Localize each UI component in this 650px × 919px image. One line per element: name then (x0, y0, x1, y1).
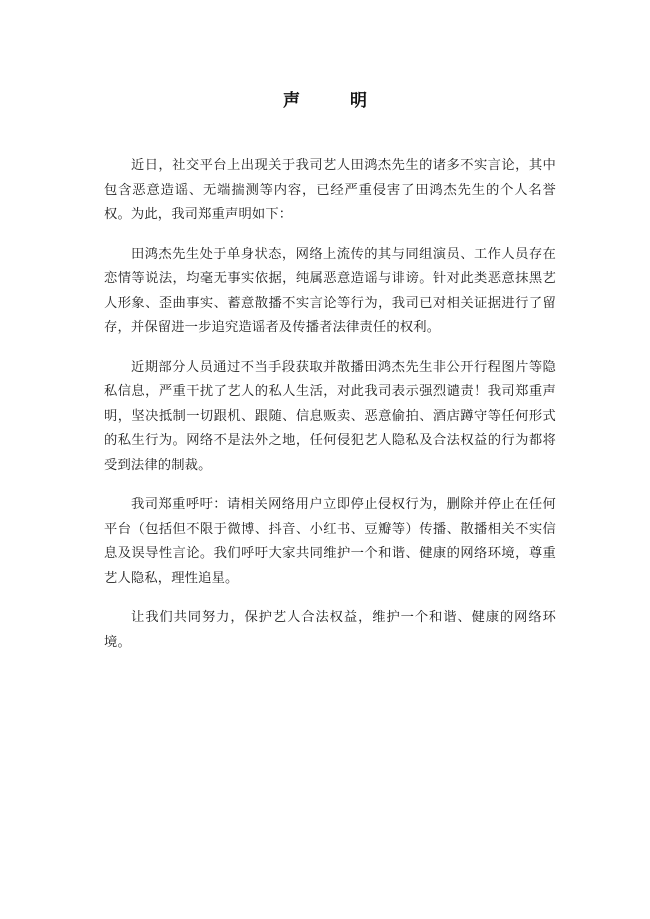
paragraph-appeal: 我司郑重呼吁：请相关网络用户立即停止侵权行为，删除并停止在任何平台（包括但不限于微博、抖音、小红书、豆瓣等）传播、散播相关不实信息及误导性言论。我们呼吁大家共同维护一个和谐、健康的网络环境，尊重艺人隐私，理性追星。 (104, 497, 556, 586)
paragraph-intro: 近日，社交平台上出现关于我司艺人田鸿杰先生的诸多不实言论，其中包含恶意造谣、无端揣测等内容，已经严重侵害了田鸿杰先生的个人名誉权。为此，我司郑重声明如下： (104, 158, 556, 222)
paragraph-closing: 让我们共同努力，保护艺人合法权益，维护一个和谐、健康的网络环境。 (104, 610, 556, 650)
document-title: 声 明 (283, 91, 389, 111)
document-body (104, 154, 556, 670)
paragraph-single-status: 田鸿杰先生处于单身状态，网络上流传的其与同组演员、工作人员存在恋情等说法，均毫无事实依据，纯属恶意造谣与诽谤。针对此类恶意抹黑艺人形象、歪曲事实、蓄意散播不实言论等行为，我司已对相关证据进行了留存，并保留进一步追究造谣者及传播者法律责任的权利。 (104, 246, 556, 335)
paragraph-privacy: 近期部分人员通过不当手段获取并散播田鸿杰先生非公开行程图片等隐私信息，严重干扰了艺人的私人生活，对此我司表示强烈谴责！我司郑重声明，坚决抵制一切跟机、跟随、信息贩卖、恶意偷拍、酒店蹲守等任何形式的私生行为。网络不是法外之地，任何侵犯艺人隐私及合法权益的行为都将受到法律的制裁。 (104, 359, 556, 473)
